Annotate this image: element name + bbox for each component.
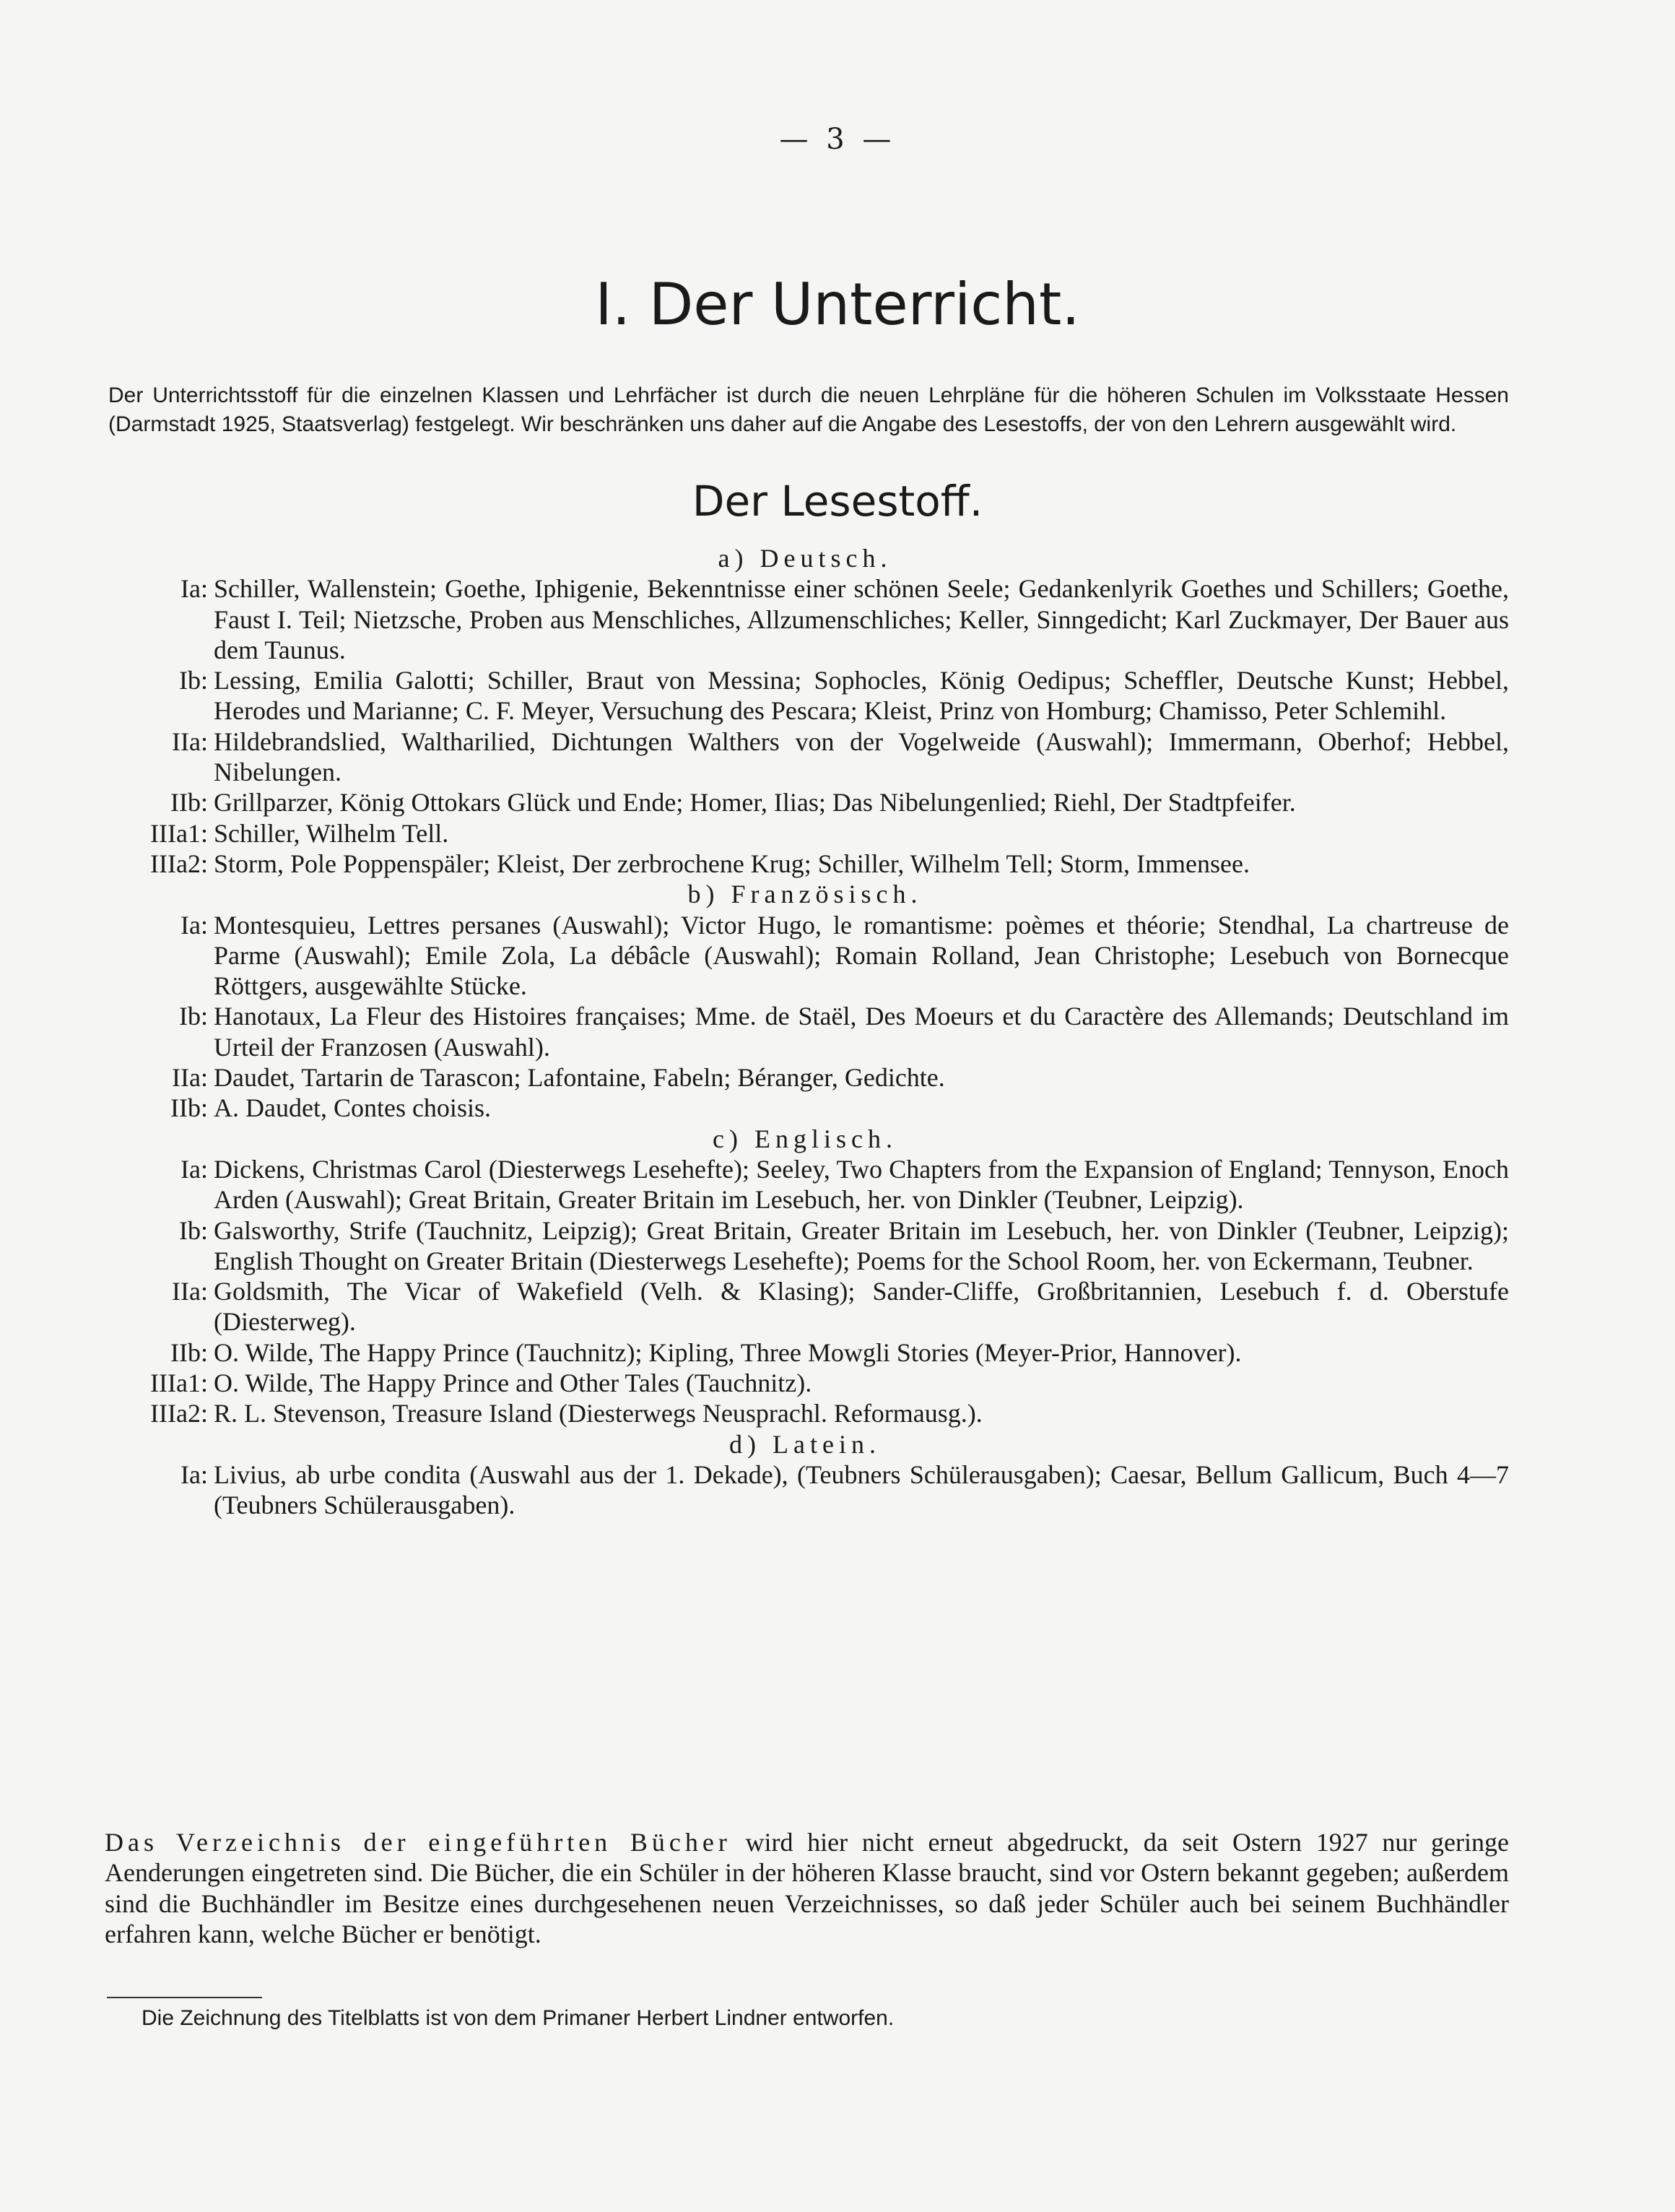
reading-text: Montesquieu, Lettres persanes (Auswahl); Victor Hugo, le romantisme: poèmes et théorie; Stendhal, La chartreuse de Parme (Auswahl); Emile Zola, La débâcle (Auswahl); Romain Rolland, Jean Christophe; Lesebuch von Bornecque Röttgers, ausgewählte Stücke. [214, 910, 1509, 1001]
list-item [101, 1215, 1509, 1277]
class-label: Ib: [179, 1002, 208, 1031]
reading-text: Daudet, Tartarin de Tarascon; Lafontaine, Fabeln; Béranger, Gedichte. [214, 1063, 945, 1093]
class-label: IIa: [172, 727, 208, 756]
subject-heading-englisch: c) Englisch. [713, 1124, 897, 1153]
list-item [101, 665, 1509, 727]
reading-text: Schiller, Wallenstein; Goethe, Iphigenie, Bekenntnisse einer schönen Seele; Gedankenlyrik Goethes und Schillers; Goethe, Faust I. Teil; Nietzsche, Proben aus Menschliches, Allzumenschliches; Keller, Sinngedicht; Karl Zuckmayer, Der Bauer aus dem Taunus. [214, 574, 1509, 664]
page-number: — 3 — [779, 123, 896, 156]
class-label: Ia: [180, 1460, 208, 1489]
reading-text: Schiller, Wilhelm Tell. [214, 818, 449, 848]
closing-text: wird hier nicht erneut abgedruckt, da seit Ostern 1927 nur geringe Aenderungen eingetreten sind. Die Bücher, die ein Schüler in der höheren Klasse braucht, sind vor Ostern bekannt gegeben; außerdem sind die Buchhändler im Besitze eines durchgesehenen neuen Verzeichnisses, so daß jeder Schüler auch bei seinem Buchhändler erfahren kann, welche Bücher er benötigt. [105, 1828, 1509, 1948]
list-item [101, 818, 1509, 849]
list-item [101, 1337, 1509, 1368]
footnote-divider [107, 1997, 262, 1998]
reading-text: Dickens, Christmas Carol (Diesterwegs Lesehefte); Seeley, Two Chapters from the Expansion of England; Tennyson, Enoch Arden (Auswahl); Great Britain, Greater Britain im Lesebuch, her. von Dinkler (Teubner, Leipzig). [214, 1154, 1509, 1215]
reading-text: R. L. Stevenson, Treasure Island (Diesterwegs Neusprachl. Reformausg.). [214, 1399, 983, 1428]
class-label: Ia: [180, 574, 208, 604]
class-label: IIIa2: [150, 1399, 208, 1428]
class-label: IIIa1: [150, 818, 208, 848]
list-item [101, 1460, 1509, 1521]
class-label: IIIa2: [150, 849, 208, 878]
subject-heading-franzoesisch: b) Französisch. [687, 880, 923, 909]
list-item [101, 910, 1509, 1002]
list-item [101, 1276, 1509, 1337]
reading-text: Storm, Pole Poppenspäler; Kleist, Der zerbrochene Krug; Schiller, Wilhelm Tell; Storm, Immensee. [214, 849, 1250, 878]
subject-heading-deutsch: a) Deutsch. [718, 544, 892, 573]
class-label: IIb: [170, 788, 208, 817]
section-title: Der Lesestoff. [692, 477, 983, 526]
reading-text: Livius, ab urbe condita (Auswahl aus der 1. Dekade), (Teubners Schülerausgaben); Caesar, Bellum Gallicum, Buch 4—7 (Teubners Schülerausgaben). [214, 1460, 1509, 1520]
reading-text: Hildebrandslied, Waltharilied, Dichtungen Walthers von der Vogelweide (Auswahl); Immermann, Oberhof; Hebbel, Nibelungen. [214, 727, 1509, 787]
class-label: IIa: [172, 1277, 208, 1306]
list-item [101, 1154, 1509, 1215]
class-label: IIIa1: [150, 1369, 208, 1398]
class-label: IIb: [170, 1337, 208, 1367]
list-item [101, 1001, 1509, 1062]
subject-heading-latein: d) Latein. [729, 1429, 881, 1459]
closing-lead: Das Verzeichnis der eingeführten Bücher [105, 1828, 731, 1857]
reading-text: Grillparzer, König Ottokars Glück und Ende; Homer, Ilias; Das Nibelungenlied; Riehl, Der Stadtpfeifer. [214, 788, 1296, 817]
list-item [101, 849, 1509, 879]
list-item [101, 573, 1509, 665]
reading-text: O. Wilde, The Happy Prince and Other Tales (Tauchnitz). [214, 1369, 812, 1398]
reading-text: A. Daudet, Contes choisis. [214, 1093, 491, 1123]
reading-text: Hanotaux, La Fleur des Histoires françaises; Mme. de Staël, Des Moeurs et du Caractère des Allemands; Deutschland im Urteil der Franzosen (Auswahl). [214, 1002, 1509, 1062]
list-item [101, 727, 1509, 788]
reading-list [101, 543, 1509, 1521]
class-label: IIa: [172, 1063, 208, 1093]
closing-paragraph [105, 1827, 1509, 1949]
list-item [101, 1062, 1509, 1093]
list-item [101, 1398, 1509, 1428]
class-label: Ib: [179, 666, 208, 695]
reading-text: O. Wilde, The Happy Prince (Tauchnitz); Kipling, Three Mowgli Stories (Meyer-Prior, Hannover). [214, 1337, 1242, 1367]
reading-text: Galsworthy, Strife (Tauchnitz, Leipzig); Great Britain, Greater Britain im Lesebuch, her. von Dinkler (Teubner, Leipzig); English Thought on Greater Britain (Diesterwegs Lesehefte); Poems for the School Room, her. von Eckermann, Teubner. [214, 1215, 1509, 1275]
intro-paragraph: Der Unterrichtsstoff für die einzelnen Klassen und Lehrfächer ist durch die neuen Lehrpläne für die höheren Schulen im Volksstaate Hessen (Darmstadt 1925, Staatsverlag) festgelegt. Wir beschränken uns daher auf die Angabe des Lesestoffs, der von den Lehrern ausgewählt wird. [108, 383, 1509, 436]
list-item [101, 1368, 1509, 1398]
reading-text: Lessing, Emilia Galotti; Schiller, Braut von Messina; Sophocles, König Oedipus; Scheffler, Deutsche Kunst; Hebbel, Herodes und Marianne; C. F. Meyer, Versuchung des Pescara; Kleist, Prinz von Homburg; Chamisso, Peter Schlemihl. [214, 666, 1509, 726]
class-label: Ia: [180, 910, 208, 940]
footnote: Die Zeichnung des Titelblatts ist von dem Primaner Herbert Lindner entworfen. [142, 2006, 895, 2030]
class-label: Ia: [180, 1154, 208, 1184]
class-label: Ib: [179, 1215, 208, 1245]
class-label: IIb: [170, 1093, 208, 1123]
reading-text: Goldsmith, The Vicar of Wakefield (Velh. & Klasing); Sander-Cliffe, Großbritannien, Lesebuch f. d. Oberstufe (Diesterweg). [214, 1277, 1509, 1337]
list-item [101, 787, 1509, 817]
list-item [101, 1093, 1509, 1123]
page-title: I. Der Unterricht. [595, 271, 1080, 338]
